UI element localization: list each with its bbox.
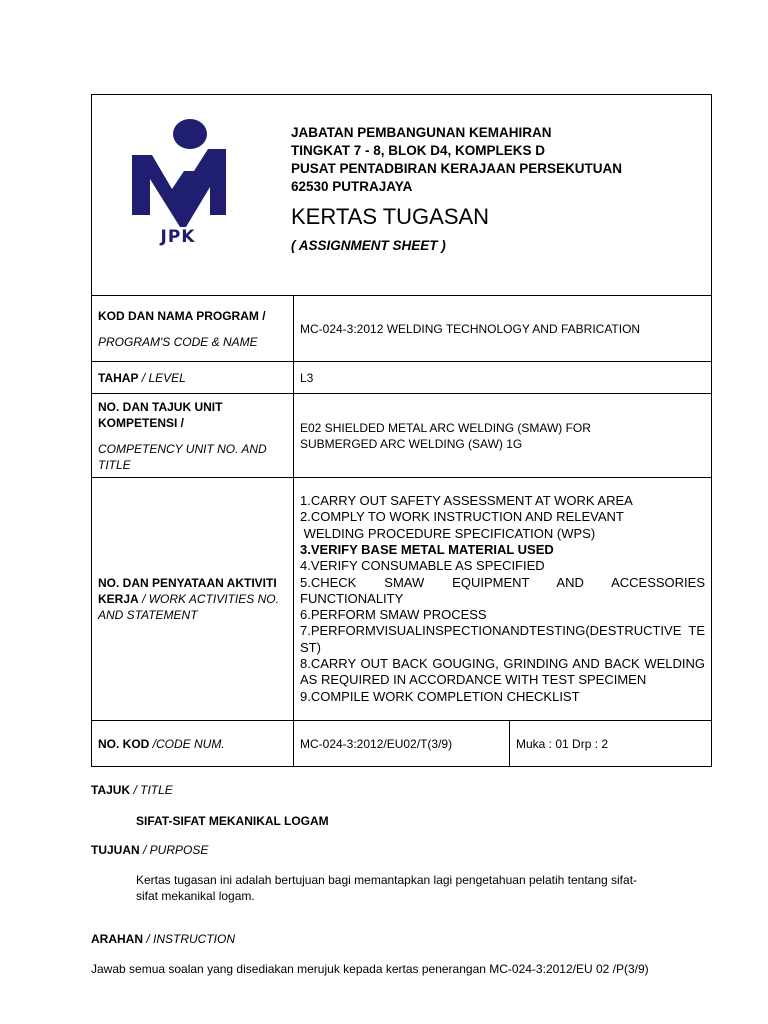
purpose-line: sifat mekanikal logam. xyxy=(136,889,255,903)
document-subtitle: ( ASSIGNMENT SHEET ) xyxy=(291,238,446,253)
code-label-cell xyxy=(92,721,294,767)
competency-label: NO. DAN TAJUK UNIT KOMPETENSI / xyxy=(98,399,223,430)
activity-item: 9.COMPILE WORK COMPLETION CHECKLIST xyxy=(300,688,580,704)
competency-label-en: COMPETENCY UNIT NO. AND TITLE xyxy=(98,441,267,472)
activity-item: 8.CARRY OUT BACK GOUGING, GRINDING AND BACK WELDING AS REQUIRED IN ACCORDANCE WITH TEST SPECIMEN xyxy=(300,656,706,688)
purpose-heading xyxy=(91,843,208,857)
instruction-heading xyxy=(91,932,235,946)
competency-value-line: SUBMERGED ARC WELDING (SAW) 1G xyxy=(300,436,523,451)
level-label-cell xyxy=(92,362,294,394)
instruction-label-en: / INSTRUCTION xyxy=(143,932,235,946)
activity-item: 4.VERIFY CONSUMABLE AS SPECIFIED xyxy=(300,558,545,574)
activities-list xyxy=(300,493,705,705)
activity-item: 7.PERFORMVISUALINSPECTIONANDTESTING(DESTRUCTIVE TEST) xyxy=(300,623,706,655)
logo-text: JPK xyxy=(160,227,196,247)
title-value: SIFAT-SIFAT MEKANIKAL LOGAM xyxy=(136,814,329,828)
activity-item: 3.VERIFY BASE METAL MATERIAL USED xyxy=(300,541,554,557)
address-line: PUSAT PENTADBIRAN KERAJAAN PERSEKUTUAN xyxy=(291,161,623,176)
address-block xyxy=(291,124,622,196)
jpk-logo-icon xyxy=(128,115,228,227)
program-label-en: PROGRAM'S CODE & NAME xyxy=(98,334,258,349)
competency-label-cell xyxy=(92,394,294,478)
competency-value-line: E02 SHIELDED METAL ARC WELDING (SMAW) FOR xyxy=(300,420,591,435)
address-line: JABATAN PEMBANGUNAN KEMAHIRAN xyxy=(291,125,552,140)
activities-label-en: / WORK ACTIVITIES NO. AND STATEMENT xyxy=(98,592,279,622)
purpose-text xyxy=(136,872,637,904)
purpose-label: TUJUAN xyxy=(91,843,140,857)
level-label: TAHAP xyxy=(98,370,139,385)
competency-row xyxy=(92,394,712,478)
purpose-label-en: / PURPOSE xyxy=(139,843,209,857)
program-label-cell xyxy=(92,296,294,362)
code-row xyxy=(92,721,712,767)
level-row xyxy=(92,362,712,394)
title-label: TAJUK xyxy=(91,783,131,797)
code-label-en: /CODE NUM. xyxy=(149,736,225,751)
header-cell xyxy=(92,95,712,296)
activity-item: WELDING PROCEDURE SPECIFICATION (WPS) xyxy=(300,525,596,541)
level-label-en: / LEVEL xyxy=(138,370,186,385)
header-row xyxy=(92,95,712,296)
level-value: L3 xyxy=(294,362,712,394)
activity-item: 2.COMPLY TO WORK INSTRUCTION AND RELEVANT xyxy=(300,509,624,525)
title-heading xyxy=(91,783,173,797)
title-label-en: / TITLE xyxy=(130,783,173,797)
instruction-text: Jawab semua soalan yang disediakan merujuk kepada kertas penerangan MC-024-3:2012/EU 02 /P(3/9) xyxy=(91,962,649,976)
competency-value xyxy=(294,394,712,478)
purpose-line: Kertas tugasan ini adalah bertujuan bagi memantapkan lagi pengetahuan pelatih tentang sifat- xyxy=(136,873,638,887)
activity-item: 5.CHECK SMAW EQUIPMENT AND ACCESSORIES FUNCTIONALITY xyxy=(300,574,706,606)
jpk-logo xyxy=(128,115,228,255)
activities-value-cell xyxy=(294,478,712,721)
code-value: MC-024-3:2012/EU02/T(3/9) xyxy=(294,721,510,767)
activities-row xyxy=(92,478,712,721)
activities-label-cell xyxy=(92,478,294,721)
program-value: MC-024-3:2012 WELDING TECHNOLOGY AND FABRICATION xyxy=(294,296,712,362)
address-line: 62530 PUTRAJAYA xyxy=(291,179,413,194)
address-line: TINGKAT 7 - 8, BLOK D4, KOMPLEKS D xyxy=(291,143,546,158)
program-label: KOD DAN NAMA PROGRAM / xyxy=(98,308,266,323)
activity-item: 6.PERFORM SMAW PROCESS xyxy=(300,607,487,623)
assignment-sheet-table xyxy=(91,94,712,767)
program-row xyxy=(92,296,712,362)
instruction-label: ARAHAN xyxy=(91,932,143,946)
page-number: Muka : 01 Drp : 2 xyxy=(510,721,712,767)
code-label: NO. KOD xyxy=(98,736,150,751)
activities-label: NO. DAN PENYATAAN AKTIVITI KERJA xyxy=(98,576,277,606)
document-title: KERTAS TUGASAN xyxy=(291,204,490,229)
activity-item: 1.CARRY OUT SAFETY ASSESSMENT AT WORK AREA xyxy=(300,493,633,509)
